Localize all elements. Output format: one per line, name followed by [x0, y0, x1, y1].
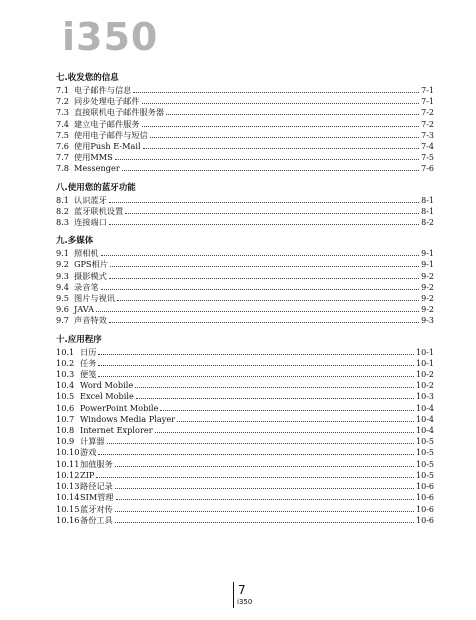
entry-page: 10-5	[416, 437, 434, 447]
entry-page: 10-4	[416, 403, 434, 413]
toc-entry[interactable]	[56, 447, 434, 458]
dot-leader	[115, 505, 414, 512]
entry-number: 7.6	[56, 141, 70, 152]
dot-leader	[160, 404, 414, 411]
toc-entry[interactable]	[56, 315, 434, 326]
dot-leader	[109, 196, 419, 203]
toc-entry[interactable]	[56, 425, 434, 436]
entry-title: 备份工具	[80, 514, 113, 525]
entry-page: 7-6	[421, 164, 434, 174]
dot-leader	[166, 108, 419, 115]
entry-number: 10.4	[56, 380, 75, 391]
toc-entry[interactable]	[56, 492, 434, 503]
entry-number: 10.16	[56, 514, 80, 525]
footer-model-name: i350	[237, 598, 253, 606]
dot-leader	[96, 471, 414, 478]
entry-page: 10-5	[416, 470, 434, 480]
entry-title: 照相机	[74, 248, 99, 259]
dot-leader	[117, 294, 419, 301]
dot-leader	[142, 120, 420, 127]
entry-number: 7.4	[56, 118, 70, 129]
dot-leader	[101, 249, 420, 256]
entry-title: ZIP	[80, 469, 95, 480]
footer-divider	[233, 582, 234, 608]
entry-title: Internet Explorer	[80, 425, 153, 436]
toc-entry[interactable]	[56, 414, 434, 425]
toc-entry[interactable]	[56, 470, 434, 481]
entry-page: 10-5	[416, 448, 434, 458]
toc-section	[56, 72, 434, 175]
table-of-contents	[56, 72, 434, 533]
toc-entry[interactable]	[56, 358, 434, 369]
toc-entry[interactable]	[56, 107, 434, 118]
dot-leader	[115, 153, 419, 160]
entry-number: 9.6	[56, 304, 70, 315]
toc-entry[interactable]	[56, 304, 434, 315]
entry-number: 10.3	[56, 369, 75, 380]
dot-leader	[98, 370, 414, 377]
entry-number: 7.5	[56, 129, 70, 140]
entry-number: 10.2	[56, 357, 75, 368]
entry-number: 9.3	[56, 270, 70, 281]
entry-title: 建立电子邮件服务	[74, 118, 140, 129]
entry-number: 9.1	[56, 248, 70, 259]
entry-page: 9-2	[421, 305, 434, 315]
section-title: 十.应用程序	[56, 334, 102, 345]
entry-page: 10-2	[416, 370, 434, 380]
entry-page: 10-5	[416, 459, 434, 469]
entry-title: 路径记录	[80, 481, 113, 492]
dot-leader	[116, 493, 414, 500]
dot-leader	[135, 381, 414, 388]
entry-number: 7.7	[56, 152, 70, 163]
toc-entry[interactable]	[56, 369, 434, 380]
dot-leader	[107, 437, 414, 444]
entry-title: 录音笔	[74, 281, 99, 292]
toc-entry[interactable]	[56, 504, 434, 515]
entry-title: Excel Mobile	[80, 391, 134, 402]
dot-leader	[98, 348, 414, 355]
entry-title: PowerPoint Mobile	[80, 402, 159, 413]
entry-page: 7-1	[421, 97, 434, 107]
toc-entry[interactable]	[56, 248, 434, 259]
toc-entry[interactable]	[56, 195, 434, 206]
toc-entry[interactable]	[56, 271, 434, 282]
dot-leader	[133, 86, 419, 93]
toc-entry[interactable]	[56, 293, 434, 304]
toc-entry[interactable]	[56, 347, 434, 358]
toc-section	[56, 182, 434, 229]
dot-leader	[98, 359, 414, 366]
entry-number: 10.1	[56, 346, 75, 357]
entry-number: 10.6	[56, 402, 75, 413]
entry-title: 计算器	[80, 436, 105, 447]
entry-page: 9-2	[421, 271, 434, 281]
toc-section	[56, 334, 434, 526]
entry-page: 8-1	[421, 195, 434, 205]
entry-number: 7.1	[56, 85, 70, 95]
entry-page: 10-3	[416, 392, 434, 402]
entry-page: 10-6	[416, 482, 434, 492]
dot-leader	[98, 448, 414, 455]
dot-leader	[115, 482, 414, 489]
toc-entry[interactable]	[56, 85, 434, 96]
toc-entry[interactable]	[56, 380, 434, 391]
footer-page-number: 7	[238, 583, 246, 597]
dot-leader	[101, 283, 420, 290]
entry-title: SIM管理	[80, 492, 114, 503]
entry-title: 使用Push E-Mail	[74, 141, 141, 152]
entry-page: 10-6	[416, 504, 434, 514]
entry-number: 10.13	[56, 481, 80, 492]
toc-entry[interactable]	[56, 152, 434, 163]
entry-number: 10.9	[56, 436, 75, 447]
entry-title: 游戏	[80, 447, 97, 458]
entry-title: 便笺	[80, 369, 97, 380]
dot-leader	[150, 131, 419, 138]
entry-page: 7-1	[421, 86, 434, 95]
entry-number: 7.3	[56, 107, 70, 118]
entry-title: JAVA	[74, 304, 95, 315]
dot-leader	[109, 316, 419, 323]
entry-page: 10-1	[416, 347, 434, 357]
entry-number: 8.2	[56, 205, 70, 216]
entry-title: 任务	[80, 357, 97, 368]
entry-page: 9-3	[421, 316, 434, 326]
entry-title: 直接联机电子邮件服务器	[74, 107, 165, 118]
dot-leader	[155, 426, 414, 433]
entry-title: 加值服务	[80, 458, 113, 469]
entry-number: 10.8	[56, 425, 75, 436]
entry-title: 图片与视讯	[74, 293, 115, 304]
entry-number: 9.2	[56, 259, 70, 270]
entry-title: Windows Media Player	[80, 413, 176, 424]
toc-entry[interactable]	[56, 282, 434, 293]
entry-page: 7-5	[421, 153, 434, 163]
entry-number: 7.2	[56, 96, 70, 107]
entry-number: 9.4	[56, 281, 70, 292]
toc-entry[interactable]	[56, 403, 434, 414]
toc-entry[interactable]	[56, 96, 434, 107]
toc-entry[interactable]	[56, 459, 434, 470]
entry-number: 10.10	[56, 447, 80, 458]
entry-page: 9-2	[421, 282, 434, 292]
entry-page: 10-4	[416, 414, 434, 424]
dot-leader	[115, 516, 414, 523]
entry-title: Word Mobile	[80, 380, 134, 391]
dot-leader	[177, 415, 414, 422]
dot-leader	[109, 218, 419, 225]
entry-number: 10.7	[56, 413, 75, 424]
entry-title: GPS相片	[74, 259, 109, 270]
toc-entry[interactable]	[56, 217, 434, 228]
toc-entry[interactable]	[56, 259, 434, 270]
toc-entry[interactable]	[56, 206, 434, 217]
toc-entry[interactable]	[56, 141, 434, 152]
dot-leader	[122, 164, 419, 171]
entry-page: 10-2	[416, 381, 434, 391]
entry-page: 10-6	[416, 515, 434, 525]
entry-title: 声音特效	[74, 315, 107, 326]
dot-leader	[125, 207, 419, 214]
entry-title: 使用MMS	[74, 152, 113, 163]
entry-title: 连接端口	[74, 217, 107, 228]
toc-entry[interactable]	[56, 515, 434, 526]
entry-title: Messenger	[74, 163, 120, 174]
entry-number: 9.5	[56, 293, 70, 304]
entry-number: 10.14	[56, 492, 80, 503]
entry-page: 9-1	[421, 249, 434, 259]
entry-page: 9-2	[421, 294, 434, 304]
entry-number: 10.15	[56, 503, 80, 514]
entry-page: 7-2	[421, 119, 434, 129]
entry-title: 日历	[80, 346, 97, 357]
dot-leader	[136, 392, 414, 399]
toc-entry[interactable]	[56, 130, 434, 141]
toc-entry[interactable]	[56, 119, 434, 130]
dot-leader	[142, 97, 420, 104]
entry-title: 摄影模式	[74, 270, 107, 281]
entry-page: 10-6	[416, 493, 434, 503]
brand-logo: i350	[62, 15, 159, 59]
dot-leader	[110, 260, 419, 267]
toc-entry[interactable]	[56, 436, 434, 447]
entry-page: 8-1	[421, 206, 434, 216]
entry-page: 10-1	[416, 358, 434, 368]
entry-page: 7-4	[421, 142, 434, 152]
section-title: 七.收发您的信息	[56, 73, 119, 83]
entry-title: 蓝牙对传	[80, 503, 113, 514]
entry-number: 9.7	[56, 315, 70, 326]
entry-title: 电子邮件与信息	[74, 85, 132, 95]
dot-leader	[115, 460, 414, 467]
section-title: 九.多媒体	[56, 236, 94, 247]
entry-page: 7-3	[421, 130, 434, 140]
entry-page: 8-2	[421, 218, 434, 228]
entry-page: 9-1	[421, 260, 434, 270]
entry-number: 10.12	[56, 469, 80, 480]
dot-leader	[143, 142, 419, 149]
toc-entry[interactable]	[56, 163, 434, 174]
entry-title: 认识蓝牙	[74, 194, 107, 205]
entry-number: 8.1	[56, 194, 70, 205]
dot-leader	[109, 272, 419, 279]
section-title: 八.使用您的蓝牙功能	[56, 182, 136, 193]
toc-entry[interactable]	[56, 391, 434, 402]
entry-number: 8.3	[56, 217, 70, 228]
toc-entry[interactable]	[56, 481, 434, 492]
entry-title: 蓝牙联机设置	[74, 205, 124, 216]
entry-title: 使用电子邮件与短信	[74, 129, 148, 140]
entry-page: 7-2	[421, 108, 434, 118]
entry-number: 10.11	[56, 458, 80, 469]
entry-page: 10-4	[416, 426, 434, 436]
entry-title: 同步处理电子邮件	[74, 96, 140, 107]
dot-leader	[96, 305, 419, 312]
entry-number: 10.5	[56, 391, 75, 402]
entry-number: 7.8	[56, 163, 70, 174]
toc-section	[56, 235, 434, 326]
